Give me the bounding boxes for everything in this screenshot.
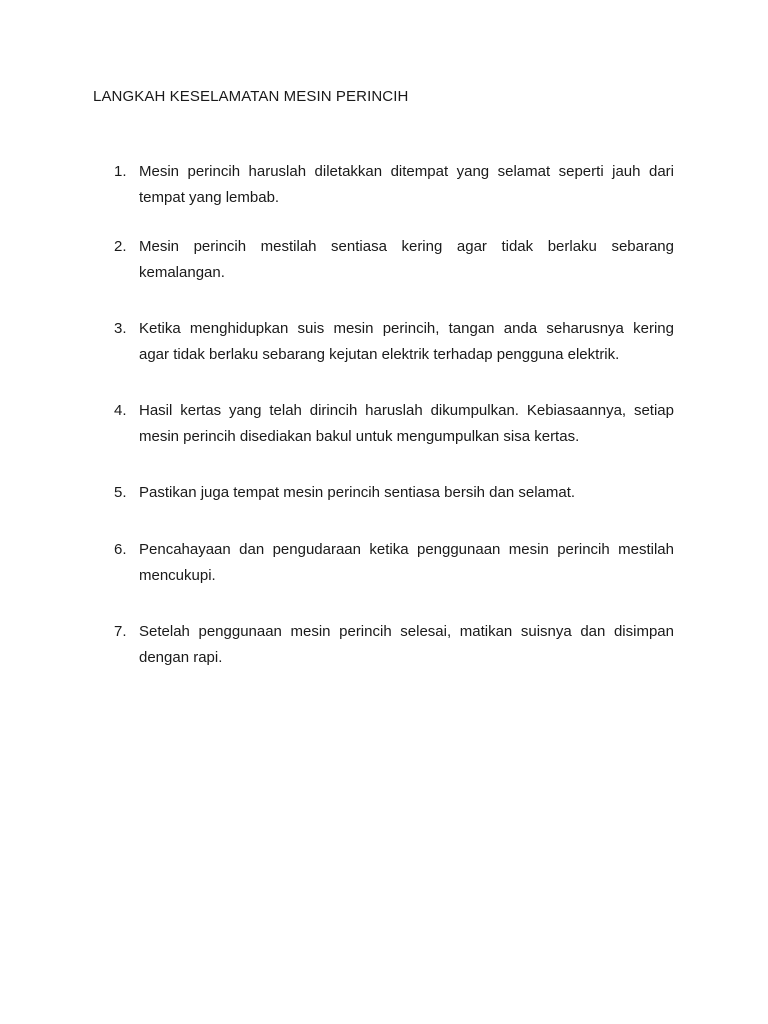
list-item-text [139,537,674,589]
list-item-line: Ketika menghidupkan suis mesin perincih, tangan anda seharusnya kering [139,320,674,337]
list-item-line: Mesin perincih haruslah diletakkan ditempat yang selamat seperti jauh dari [139,163,674,180]
list-item-number: 4. [114,402,127,419]
list-item-line: dengan rapi. [139,649,223,666]
list-item-line: Setelah penggunaan mesin perincih selesai, matikan suisnya dan disimpan [139,623,674,640]
list-item-text [139,619,674,671]
list-item-line: Pastikan juga tempat mesin perincih sentiasa bersih dan selamat. [139,484,576,501]
list-item-number: 3. [114,320,127,337]
list-item-line: mencukupi. [139,567,216,584]
list-item-line: mesin perincih disediakan bakul untuk mengumpulkan sisa kertas. [139,428,580,445]
list-item-text [139,398,674,450]
list-item [114,619,674,671]
list-item-text [139,234,674,286]
list-item-text [139,159,674,211]
list-item-number: 2. [114,238,127,255]
list-item [114,398,674,450]
list-item-text [139,316,674,368]
list-item [114,480,674,506]
list-item-line: Hasil kertas yang telah dirincih haruslah dikumpulkan. Kebiasaannya, setiap [139,402,674,419]
list-item-number: 1. [114,163,127,180]
list-item-line: Pencahayaan dan pengudaraan ketika penggunaan mesin perincih mestilah [139,541,674,558]
list-item-line: Mesin perincih mestilah sentiasa kering agar tidak berlaku sebarang [139,238,674,255]
list-item-number: 5. [114,484,127,501]
list-item-line: agar tidak berlaku sebarang kejutan elektrik terhadap pengguna elektrik. [139,346,620,363]
list-item [114,316,674,368]
list-item-line: tempat yang lembab. [139,189,280,206]
list-item-line: kemalangan. [139,264,225,281]
list-item-number: 7. [114,623,127,640]
list-item [114,159,674,211]
list-item [114,234,674,286]
list-item [114,537,674,589]
list-item-text [139,480,674,506]
list-item-number: 6. [114,541,127,558]
document-title: LANGKAH KESELAMATAN MESIN PERINCIH [93,88,409,105]
